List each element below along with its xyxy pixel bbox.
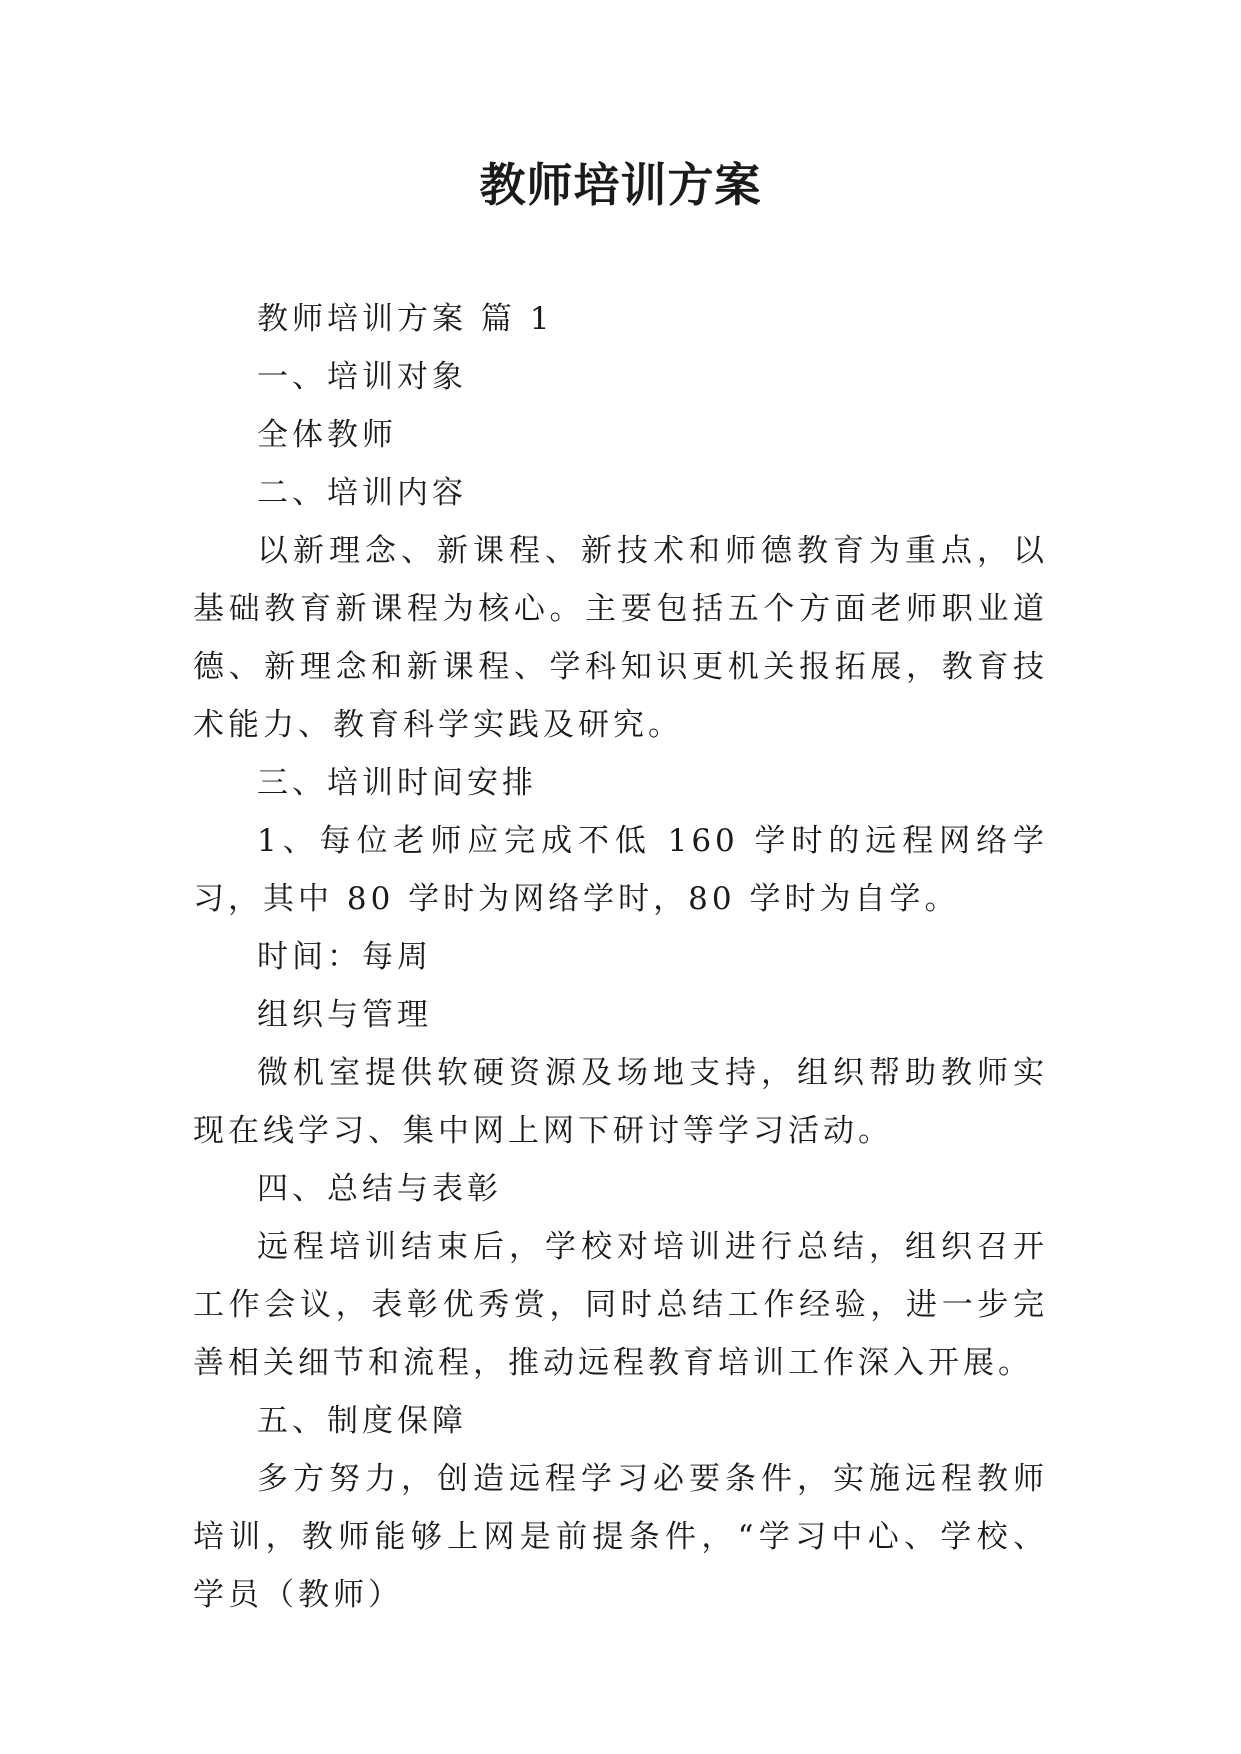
- sub-heading-organization: 组织与管理: [257, 997, 432, 1033]
- body-paragraph: 微机室提供软硬资源及场地支持，组织帮助教师实现在线学习、集中网上网下研讨等学习活动。: [193, 1055, 1048, 1149]
- section-heading-guarantee: 五、制度保障: [257, 1403, 467, 1439]
- body-paragraph: 以新理念、新课程、新技术和师德教育为重点，以基础教育新课程为核心。主要包括五个方面老师职业道德、新理念和新课程、学科知识更机关报拓展，教育技术能力、教育科学实践及研究。: [193, 533, 1048, 743]
- body-paragraph: 远程培训结束后，学校对培训进行总结，组织召开工作会议，表彰优秀赏，同时总结工作经验，进一步完善相关细节和流程，推动远程教育培训工作深入开展。: [193, 1229, 1048, 1381]
- body-paragraph: 时间：每周: [257, 939, 432, 975]
- subtitle-paragraph: 教师培训方案 篇 1: [257, 301, 554, 337]
- body-paragraph: 1、每位老师应完成不低 160 学时的远程网络学习，其中 80 学时为网络学时，80 学时为自学。: [193, 823, 1048, 917]
- body-paragraph: 多方努力，创造远程学习必要条件，实施远程教师培训，教师能够上网是前提条件，“学习中心、学校、学员（教师）: [193, 1461, 1048, 1613]
- section-heading-training-target: 一、培训对象: [257, 359, 467, 395]
- section-heading-training-schedule: 三、培训时间安排: [257, 765, 537, 801]
- section-heading-training-content: 二、培训内容: [257, 475, 467, 511]
- body-paragraph: 全体教师: [257, 417, 397, 453]
- document-title: 教师培训方案: [479, 158, 762, 212]
- document-body: [193, 290, 1048, 1624]
- section-heading-summary: 四、总结与表彰: [257, 1171, 502, 1207]
